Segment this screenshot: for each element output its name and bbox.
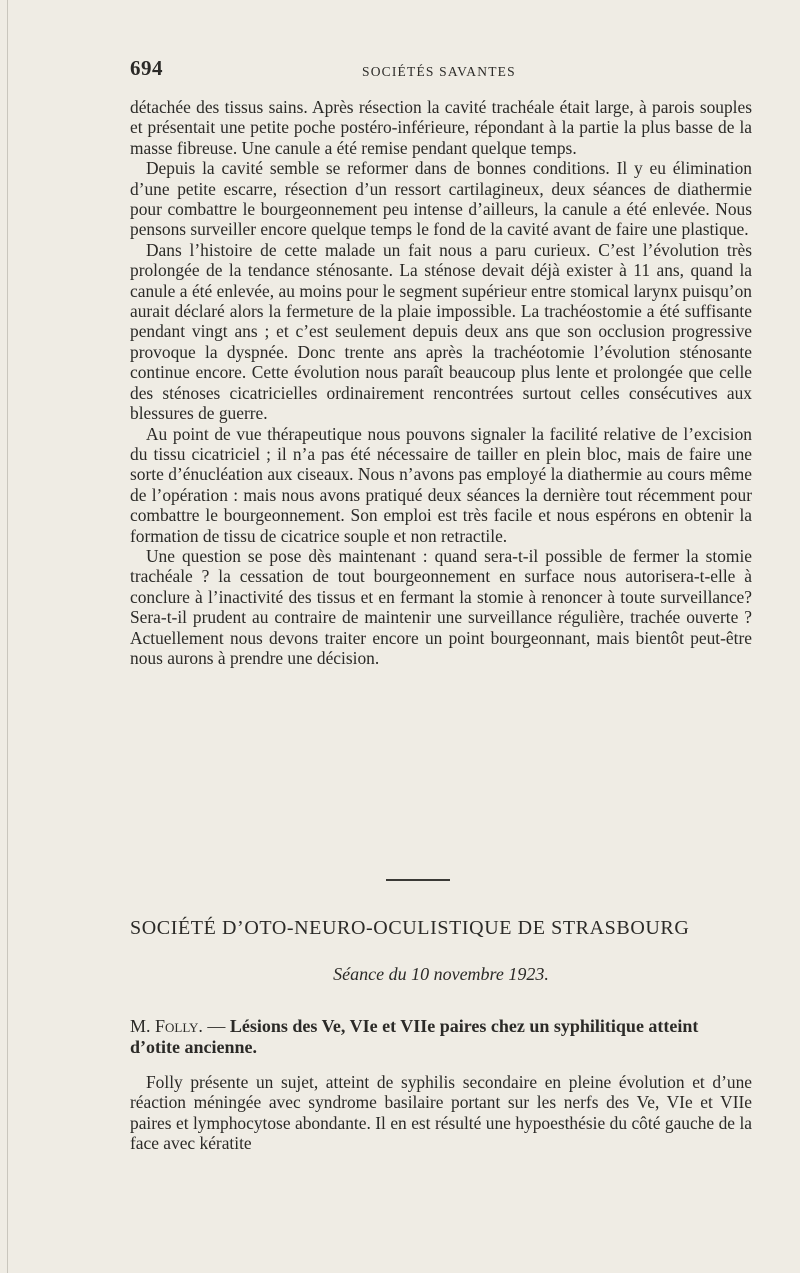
final-text: [130, 1072, 752, 1154]
presentation-title: Lésions des Ve, VIe et VIIe paires chez un syphilitique atteint d’otite ancienne.: [130, 1016, 699, 1057]
page-edge-line: [7, 0, 8, 1273]
presentation-heading: [130, 1016, 752, 1058]
paragraph: Au point de vue thérapeutique nous pouvons signaler la facilité relative de l’excision du tissu cicatriciel ; il n’a pas été nécessaire de tailler en plein bloc, mais de faire une sorte d’énucléation aux ciseaux. Nous n’avons pas employé la diathermie au cours même de l’opération : mais nous avons pratiqué deux séances la dernière tout récemment pour combattre le bourgeonnement. Son emploi est très facile et nous espérons en obtenir la formation de tissu de cicatrice souple et non retractile.: [130, 423, 752, 546]
society-title: SOCIÉTÉ D’OTO-NEURO-OCULISTIQUE DE STRASBOURG: [130, 917, 690, 939]
page-number: 694: [130, 56, 163, 80]
session-date: Séance du 10 novembre 1923.: [333, 964, 549, 984]
paragraph: détachée des tissus sains. Après résection la cavité trachéale était large, à parois souples et présentait une petite poche postéro-inférieure, répondant à la partie la plus basse de la masse fibreuse. Une canule a été remise pendant quelque temps.: [130, 97, 752, 158]
paragraph: Depuis la cavité semble se reformer dans de bonnes conditions. Il y eu élimination d’une petite escarre, résection d’un ressort cartilagineux, deux séances de diathermie pour combattre le bourgeonnement peu intense d’ailleurs, la canule a été enlevée. Nous pensons surveiller encore quelque temps le fond de la cavité avant de faire une plastique.: [130, 158, 752, 240]
section-divider: [386, 879, 450, 881]
page-header: [130, 56, 750, 86]
body-text: [130, 97, 752, 668]
paragraph: Une question se pose dès maintenant : quand sera-t-il possible de fermer la stomie trachéale ? la cessation de tout bourgeonnement en surface nous autorisera-t-elle à conclure à l’inactivité des tissus et en fermant la stomie à renoncer à toute surveillance? Sera-t-il prudent au contraire de maintenir une surveillance régulière, trachée ouverte ? Actuellement nous devons traiter encore un point bourgeonnant, mais bientôt peut-être nous aurons à prendre une décision.: [130, 545, 752, 668]
running-head: SOCIÉTÉS SAVANTES: [362, 64, 516, 79]
paragraph: Folly présente un sujet, atteint de syphilis secondaire en pleine évolution et d’une réaction méningée avec syndrome basilaire portant sur les nerfs des Ve, VIe et VIIe paires et lymphocytose abondante. Il en est résulté une hypoesthésie du côté gauche de la face avec kératite: [130, 1072, 752, 1154]
presentation-author: M. Folly.: [130, 1016, 203, 1036]
presentation-dash: —: [202, 1016, 230, 1036]
paragraph: Dans l’histoire de cette malade un fait nous a paru curieux. C’est l’évolution très prolongée de la tendance sténosante. La sténose devait déjà exister à 11 ans, quand la canule a été enlevée, au moins pour le segment supérieur entre stomical larynx puisqu’on aurait déclaré alors la fermeture de la plaie impossible. La trachéostomie a été suffisante pendant vingt ans ; et c’est seulement depuis deux ans que son occlusion progressive provoque la dyspnée. Donc trente ans après la trachéotomie l’évolution sténosante continue encore. Cette évolution nous paraît beaucoup plus lente et prolongée que celle des sténoses cicatricielles ordinairement rencontrées surtout celles consécutives aux blessures de guerre.: [130, 239, 752, 424]
